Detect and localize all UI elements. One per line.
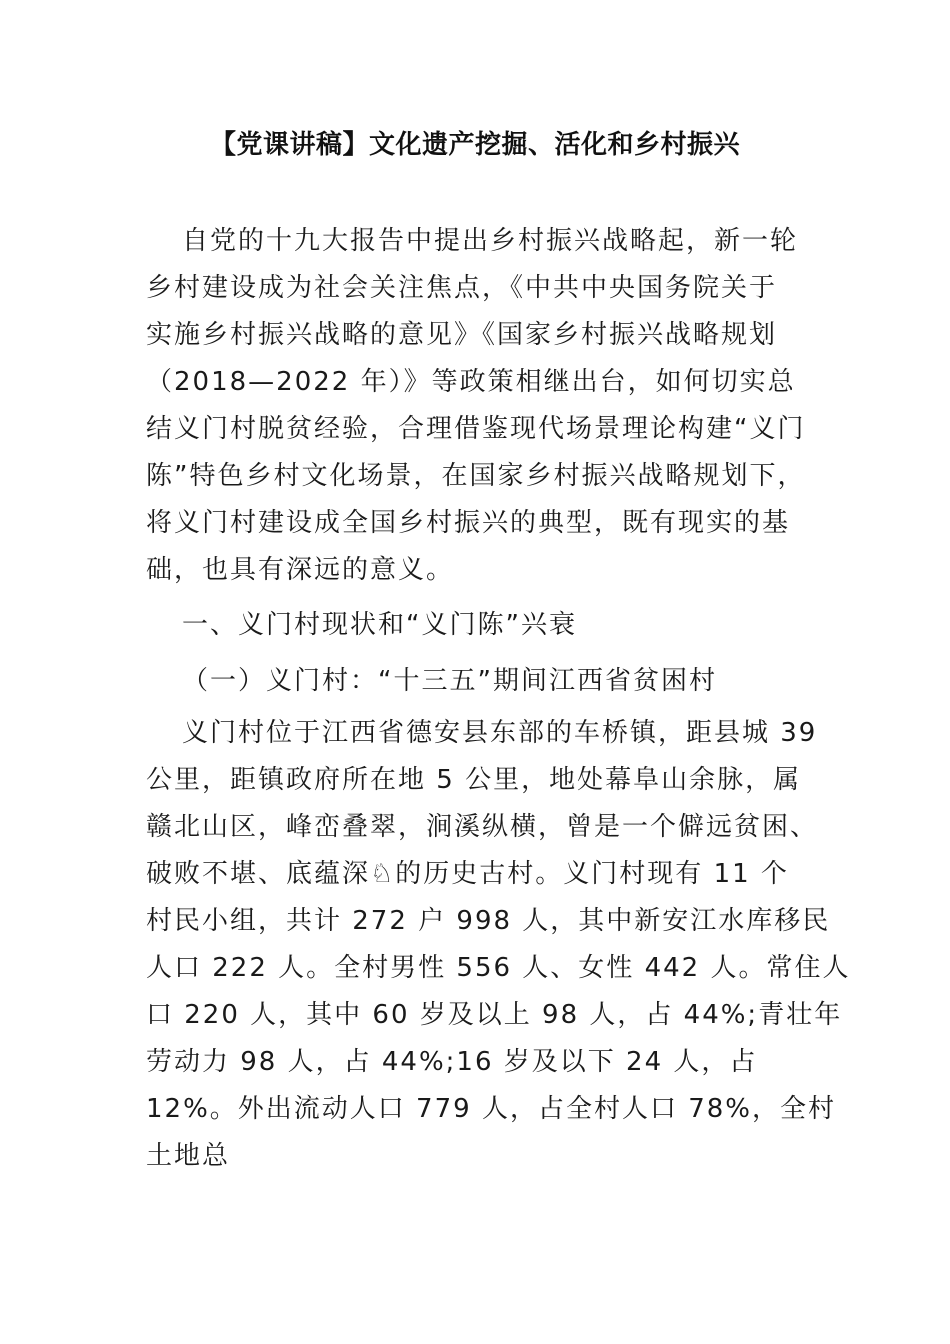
section-heading: 一、义门村现状和“义门陈”兴衰 (182, 610, 577, 640)
paragraph-line: 陈”特色乡村文化场景，在国家乡村振兴战略规划下， (146, 461, 806, 491)
paragraph-line: 将义门村建设成全国乡村振兴的典型，既有现实的基 (146, 508, 791, 538)
document-title: 【党课讲稿】文化遗产挖掘、活化和乡村振兴 (209, 130, 740, 160)
paragraph-line: 12%。外出流动人口 779 人，占全村人口 78%，全村 (146, 1094, 836, 1124)
paragraph-line: 劳动力 98 人，占 44%;16 岁及以下 24 人，占 (146, 1047, 758, 1077)
paragraph-line: 人口 222 人。全村男性 556 人、女性 442 人。常住人 (146, 953, 851, 983)
paragraph-line: 村民小组，共计 272 户 998 人，其中新安江水库移民 (146, 906, 831, 936)
paragraph-line: 破败不堪、底蕴深♘的历史古村。义门村现有 11 个 (146, 859, 789, 889)
paragraph-line: 础，也具有深远的意义。 (146, 555, 455, 585)
paragraph-line: 实施乡村振兴战略的意见》《国家乡村振兴战略规划 (146, 320, 778, 350)
paragraph-line: 口 220 人，其中 60 岁及以上 98 人，占 44%;青壮年 (146, 1000, 843, 1030)
paragraph-line: 公里，距镇政府所在地 5 公里，地处幕阜山余脉，属 (146, 765, 802, 795)
paragraph-line: 义门村位于江西省德安县东部的车桥镇，距县城 39 (182, 718, 818, 748)
paragraph-line: 自党的十九大报告中提出乡村振兴战略起，新一轮 (182, 226, 799, 256)
subsection-heading: （一）义门村：“十三五”期间江西省贫困村 (182, 666, 717, 696)
paragraph-line: 土地总 (146, 1141, 231, 1171)
paragraph-line: 乡村建设成为社会关注焦点，《中共中央国务院关于 (146, 273, 778, 303)
paragraph-line: 结义门村脱贫经验，合理借鉴现代场景理论构建“义门 (146, 414, 806, 444)
paragraph-line: 赣北山区，峰峦叠翠，涧溪纵横，曾是一个僻远贫困、 (146, 812, 819, 842)
paragraph-line: （2018—2022 年）》等政策相继出台，如何切实总 (146, 367, 796, 397)
